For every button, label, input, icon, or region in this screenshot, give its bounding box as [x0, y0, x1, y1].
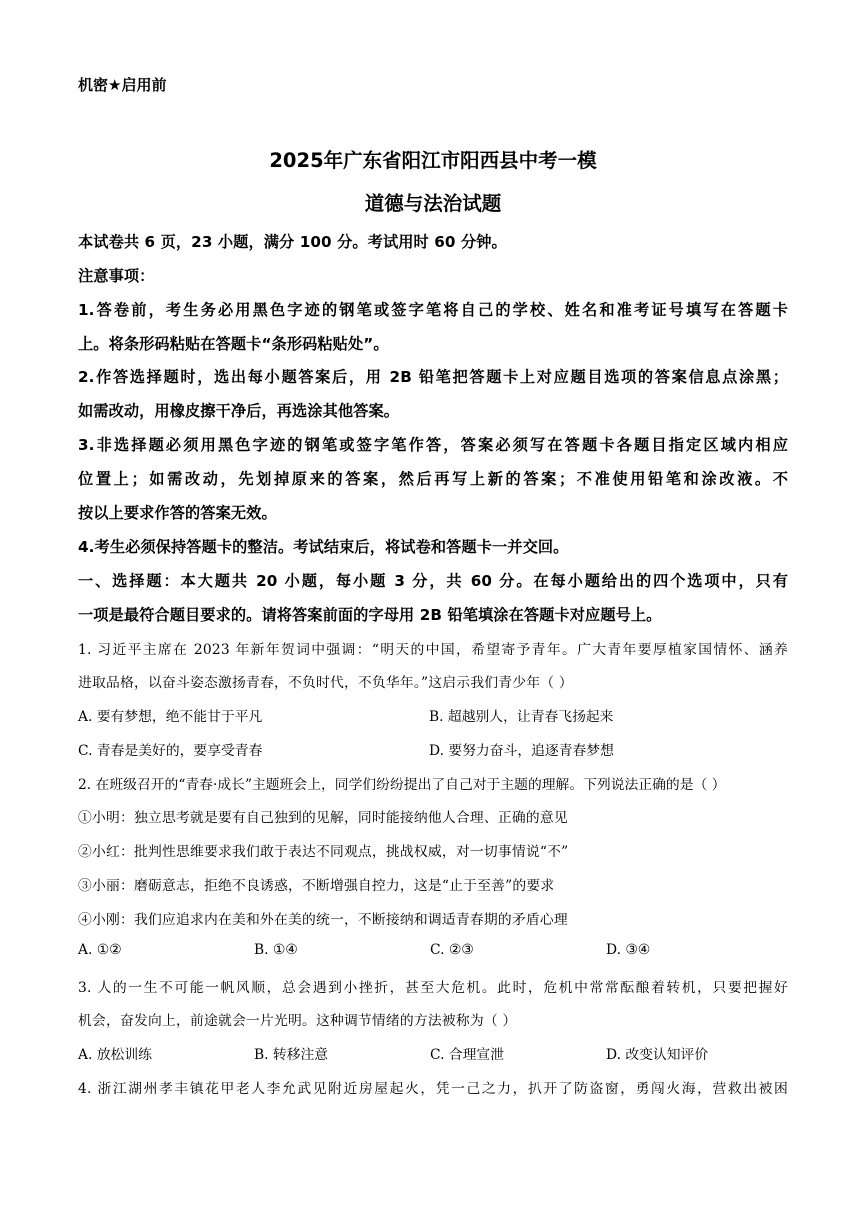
question-2-option-c: C. ②③ — [430, 942, 474, 958]
question-2-statement-3: ③小丽：磨砺意志，拒绝不良诱惑，不断增强自控力，这是“止于至善”的要求 — [78, 878, 555, 894]
question-1-option-b: B. 超越别人，让青春飞扬起来 — [429, 709, 614, 725]
question-4-stem-line-1: 4. 浙江湖州孝丰镇花甲老人李允武见附近房屋起火，凭一己之力，扒开了防盗窗，勇闯火海，营救出被困 — [78, 1081, 788, 1097]
exam-intro: 本试卷共 6 页，23 小题，满分 100 分。考试用时 60 分钟。 — [78, 233, 507, 251]
note-3-line-1: 3.非选择题必须用黑色字迹的钢笔或签字笔作答，答案必须写在答题卡各题目指定区域内相应 — [78, 436, 788, 454]
confidential-label: 机密★启用前 — [78, 76, 167, 94]
note-2-line-2: 如需改动，用橡皮擦干净后，再选涂其他答案。 — [78, 402, 400, 420]
question-1-stem-line-2: 进取品格，以奋斗姿态激扬青春，不负时代，不负华年。”这启示我们青少年（ ） — [78, 675, 573, 691]
section-1-heading-line-1: 一、选择题：本大题共 20 小题，每小题 3 分，共 60 分。在每小题给出的四个选项中，只有 — [78, 572, 788, 590]
question-2-option-b: B. ①④ — [254, 942, 298, 958]
section-1-heading-line-2: 一项是最符合题目要求的。请将答案前面的字母用 2B 铅笔填涂在答题卡对应题号上。 — [78, 606, 662, 624]
note-4: 4.考生必须保持答题卡的整洁。考试结束后，将试卷和答题卡一并交回。 — [78, 538, 569, 556]
question-3-option-b: B. 转移注意 — [254, 1047, 329, 1063]
note-1-line-2: 上。将条形码粘贴在答题卡“条形码粘贴处”。 — [78, 335, 389, 353]
exam-subtitle: 道德与法治试题 — [364, 192, 502, 215]
question-1-stem-line-1: 1. 习近平主席在 2023 年新年贺词中强调：“明天的中国，希望寄予青年。广大青年要厚植家国情怀、涵养 — [78, 642, 788, 658]
question-3-option-c: C. 合理宣泄 — [430, 1047, 505, 1063]
question-2-option-d: D. ③④ — [606, 942, 651, 958]
question-2-statement-4: ④小刚：我们应追求内在美和外在美的统一，不断接纳和调适青春期的矛盾心理 — [78, 912, 568, 928]
notes-heading: 注意事项： — [78, 267, 155, 285]
question-3-option-d: D. 改变认知评价 — [606, 1047, 709, 1063]
question-2-statement-1: ①小明：独立思考就是要有自己独到的见解，同时能接纳他人合理、正确的意见 — [78, 810, 568, 826]
question-2-statement-2: ②小红：批判性思维要求我们敢于表达不同观点，挑战权威，对一切事情说“不” — [78, 844, 569, 860]
question-3-stem-line-2: 机会，奋发向上，前途就会一片光明。这种调节情绪的方法被称为（ ） — [78, 1013, 517, 1029]
question-3-stem-line-1: 3. 人的一生不可能一帆风顺，总会遇到小挫折，甚至大危机。此时，危机中常常酝酿着转机，只要把握好 — [78, 980, 788, 996]
question-2-option-a: A. ①② — [78, 942, 122, 958]
question-1-option-a: A. 要有梦想，绝不能甘于平凡 — [78, 709, 263, 725]
question-3-option-a: A. 放松训练 — [78, 1047, 152, 1063]
question-2-stem: 2. 在班级召开的“青春·成长”主题班会上，同学们纷纷提出了自己对于主题的理解。下列说法正确的是（ ） — [78, 777, 726, 793]
note-3-line-2: 位置上；如需改动，先划掉原来的答案，然后再写上新的答案；不准使用铅笔和涂改液。不 — [78, 470, 788, 488]
note-2-line-1: 2.作答选择题时，选出每小题答案后，用 2B 铅笔把答题卡上对应题目选项的答案信息点涂黑； — [78, 368, 788, 386]
question-1-option-d: D. 要努力奋斗，追逐青春梦想 — [429, 743, 614, 759]
question-1-option-c: C. 青春是美好的，要享受青春 — [78, 743, 263, 759]
note-1-line-1: 1.答卷前，考生务必用黑色字迹的钢笔或签字笔将自己的学校、姓名和准考证号填写在答题卡 — [78, 301, 788, 319]
exam-title: 2025年广东省阳江市阳西县中考一模 — [269, 149, 597, 172]
note-3-line-3: 按以上要求作答的答案无效。 — [78, 504, 277, 522]
